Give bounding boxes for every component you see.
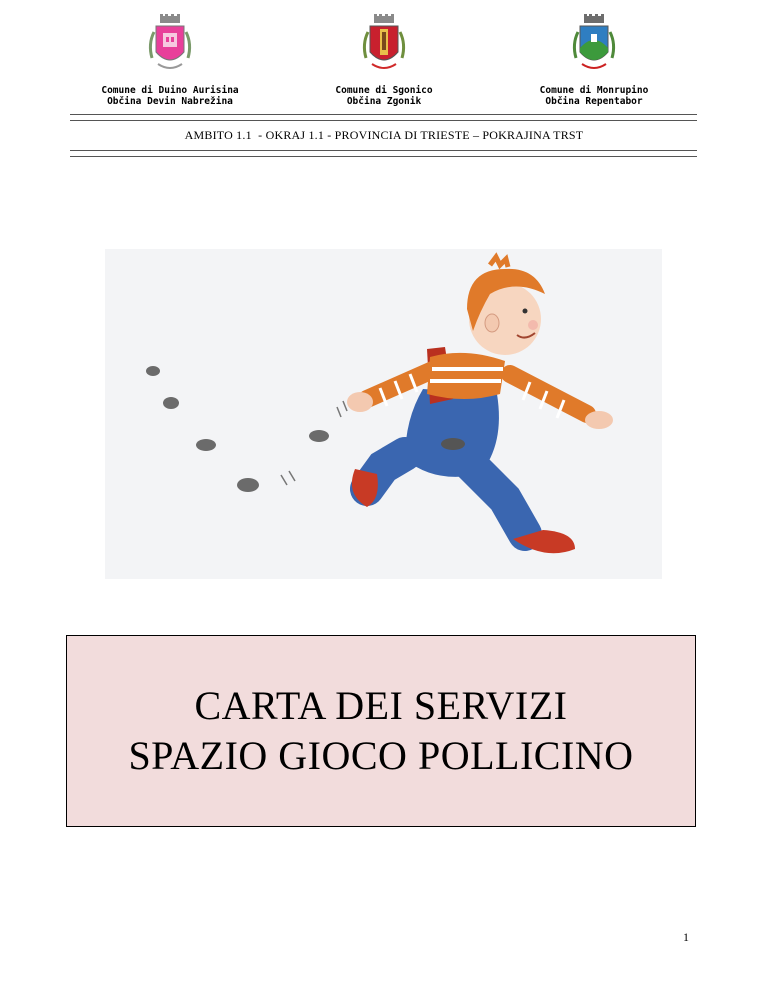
document-title-box [66, 635, 696, 827]
municipality-sgonico [289, 14, 479, 107]
duino-aurisina-crest-icon [144, 14, 196, 76]
municipality-name-sl: Občina Devin Nabrežina [107, 96, 233, 107]
municipality-name-it: Comune di Duino Aurisina [101, 85, 239, 96]
municipality-name-sl: Občina Zgonik [346, 96, 422, 107]
municipality-duino-aurisina [75, 14, 265, 107]
municipality-name-sl: Občina Repentabor [545, 96, 643, 107]
sgonico-crest-icon [358, 14, 410, 76]
municipality-name-it: Comune di Monrupino [539, 85, 649, 96]
running-child-illustration-icon [105, 249, 662, 579]
municipality-name-it: Comune di Sgonico [335, 85, 433, 96]
title-line-2: SPAZIO GIOCO POLLICINO [128, 733, 634, 778]
header-divider-top [70, 114, 697, 121]
page-number: 1 [683, 930, 689, 944]
monrupino-crest-icon [568, 14, 620, 76]
ambito-line: AMBITO 1.1 - OKRAJ 1.1 - PROVINCIA DI TRIESTE – POKRAJINA TRST [184, 128, 584, 142]
municipality-monrupino [499, 14, 689, 107]
header-divider-bottom [70, 150, 697, 157]
title-line-1: CARTA DEI SERVIZI [194, 683, 568, 728]
